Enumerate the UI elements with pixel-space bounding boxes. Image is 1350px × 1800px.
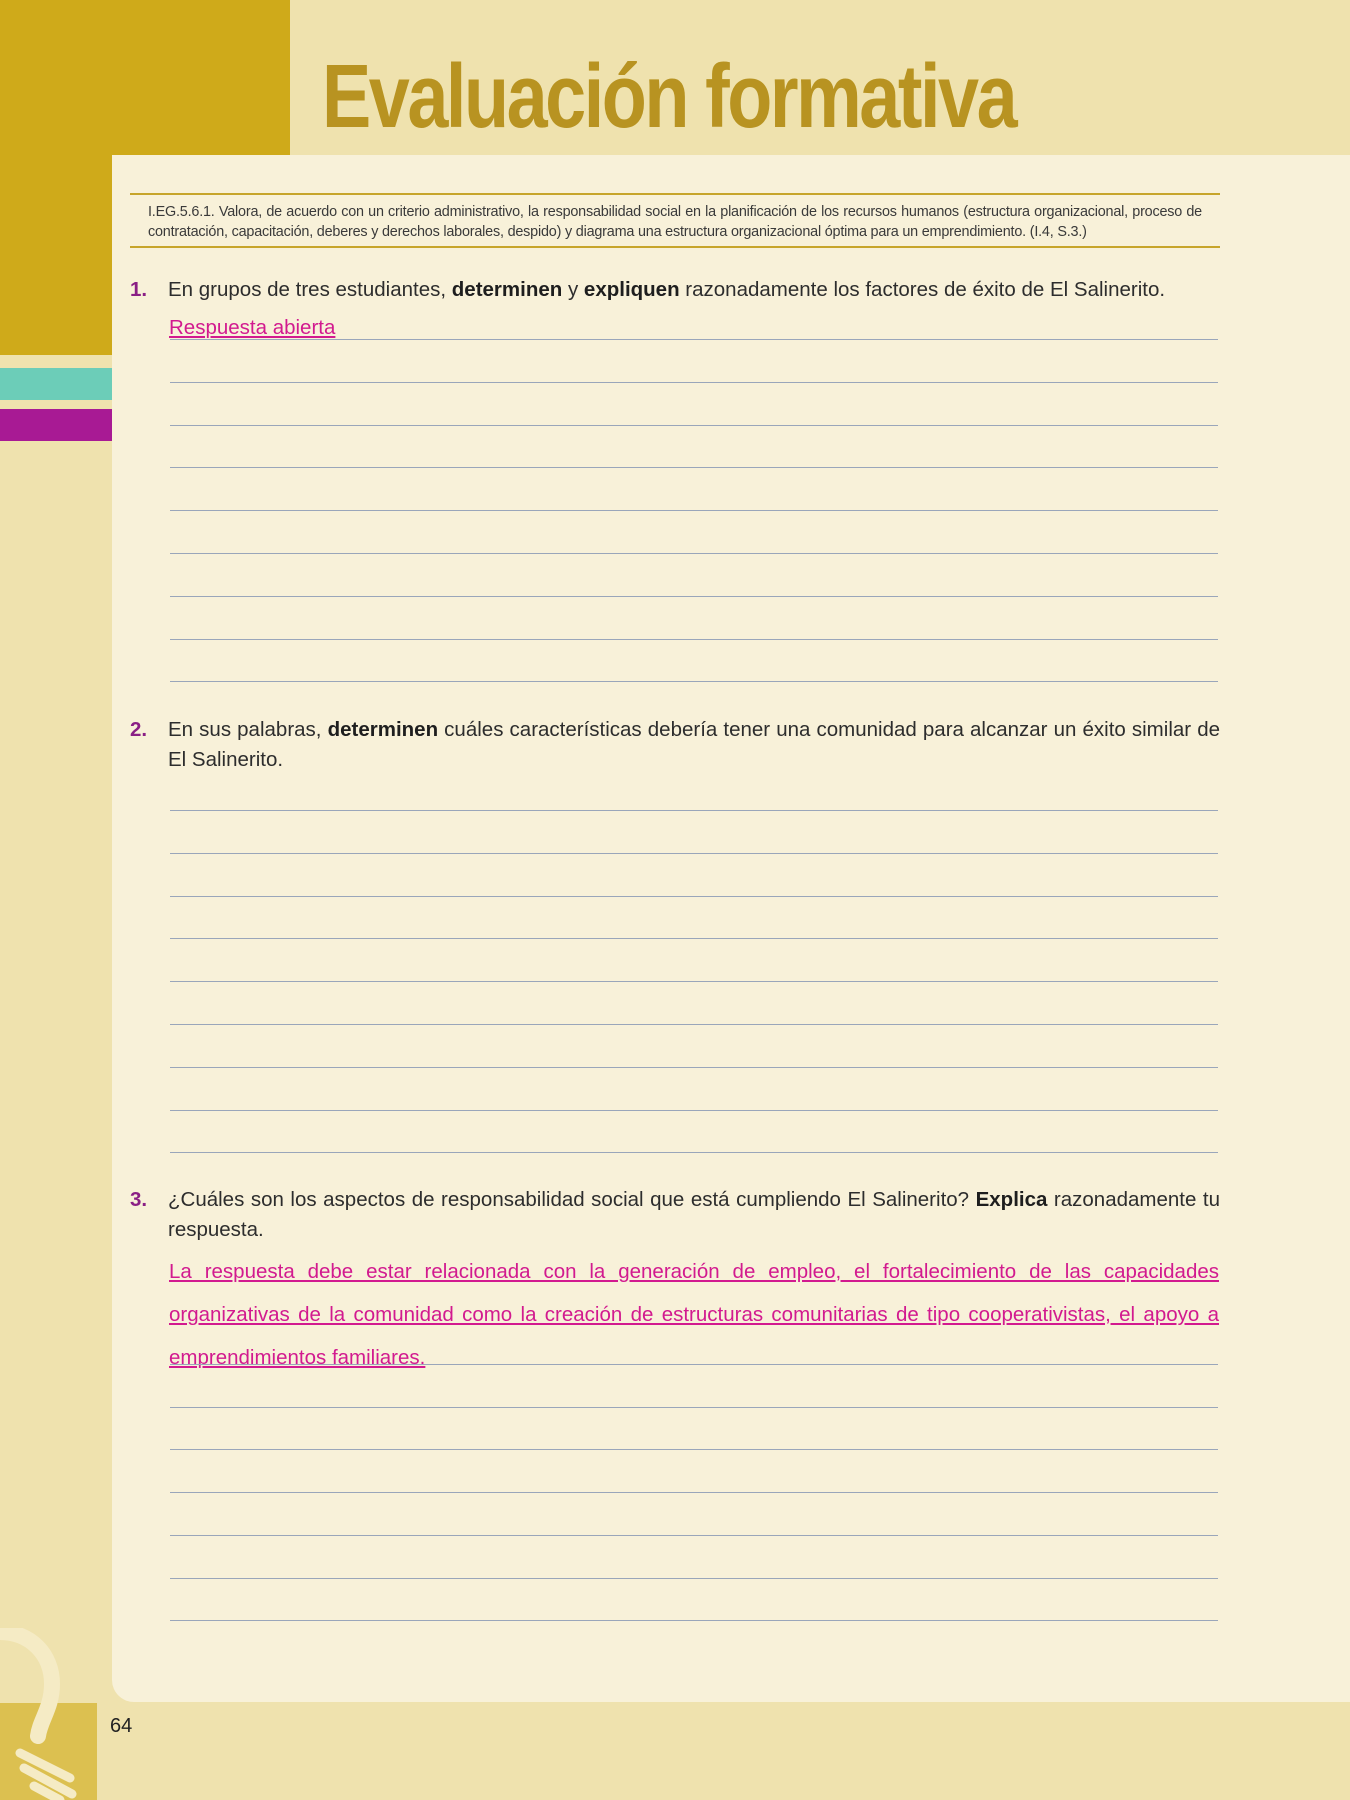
writing-line — [170, 1152, 1218, 1153]
question-3 — [130, 1185, 1220, 1245]
question-text: En sus palabras, determinen cuáles características debería tener una comunidad para alcanzar un éxito similar de El Salinerito. — [168, 718, 1220, 771]
writing-line — [170, 853, 1218, 854]
writing-line — [170, 1067, 1218, 1068]
writing-line — [170, 1620, 1218, 1621]
writing-line — [170, 810, 1218, 811]
page-number: 64 — [110, 1715, 133, 1737]
writing-line — [170, 510, 1218, 511]
question-text: ¿Cuáles son los aspectos de responsabilidad social que está cumpliendo El Salinerito? Explica razonadamente tu respuesta. — [168, 1188, 1220, 1241]
writing-line — [170, 467, 1218, 468]
writing-line — [170, 1364, 1218, 1365]
question-number: 1. — [130, 278, 148, 301]
page-title: Evaluación formativa — [322, 47, 1016, 147]
writing-line — [170, 896, 1218, 897]
writing-line — [170, 681, 1218, 682]
writing-line — [170, 1024, 1218, 1025]
question-number: 3. — [130, 1188, 148, 1211]
question-number: 2. — [130, 718, 148, 741]
writing-line — [170, 981, 1218, 982]
writing-line — [170, 553, 1218, 554]
lightbulb-icon — [0, 1628, 100, 1800]
writing-line — [170, 1492, 1218, 1493]
writing-line — [170, 1578, 1218, 1579]
evaluation-indicator: I.EG.5.6.1. Valora, de acuerdo con un criterio administrativo, la responsabilidad social en la planificación de los recursos humanos (estructura organizacional, proceso de contratación, capacitación, deberes y derechos laborales, despido) y diagrama una estructura organizacional óptima para un emprendimiento. (I.4, S.3.) — [130, 193, 1220, 248]
question-2 — [130, 715, 1220, 775]
writing-line — [170, 1110, 1218, 1111]
writing-line — [170, 639, 1218, 640]
writing-line — [170, 596, 1218, 597]
writing-line — [170, 382, 1218, 383]
content-panel — [112, 155, 1350, 1702]
question-1 — [130, 275, 1220, 305]
writing-line — [170, 1535, 1218, 1536]
decorative-teal-tab — [0, 368, 112, 400]
answer-1: Respuesta abierta — [169, 316, 336, 339]
writing-line — [170, 425, 1218, 426]
question-text: En grupos de tres estudiantes, determinen y expliquen razonadamente los factores de éxito de El Salinerito. — [168, 278, 1166, 301]
writing-line — [170, 938, 1218, 939]
writing-line — [170, 1407, 1218, 1408]
answer-3: La respuesta debe estar relacionada con la generación de empleo, el fortalecimiento de las capacidades organizativas de la comunidad como la creación de estructuras comunitarias de tipo cooperativistas, el apoyo a emprendimientos familiares. — [169, 1260, 1219, 1369]
writing-line — [170, 339, 1218, 340]
writing-line — [170, 1449, 1218, 1450]
decorative-magenta-tab — [0, 409, 112, 441]
